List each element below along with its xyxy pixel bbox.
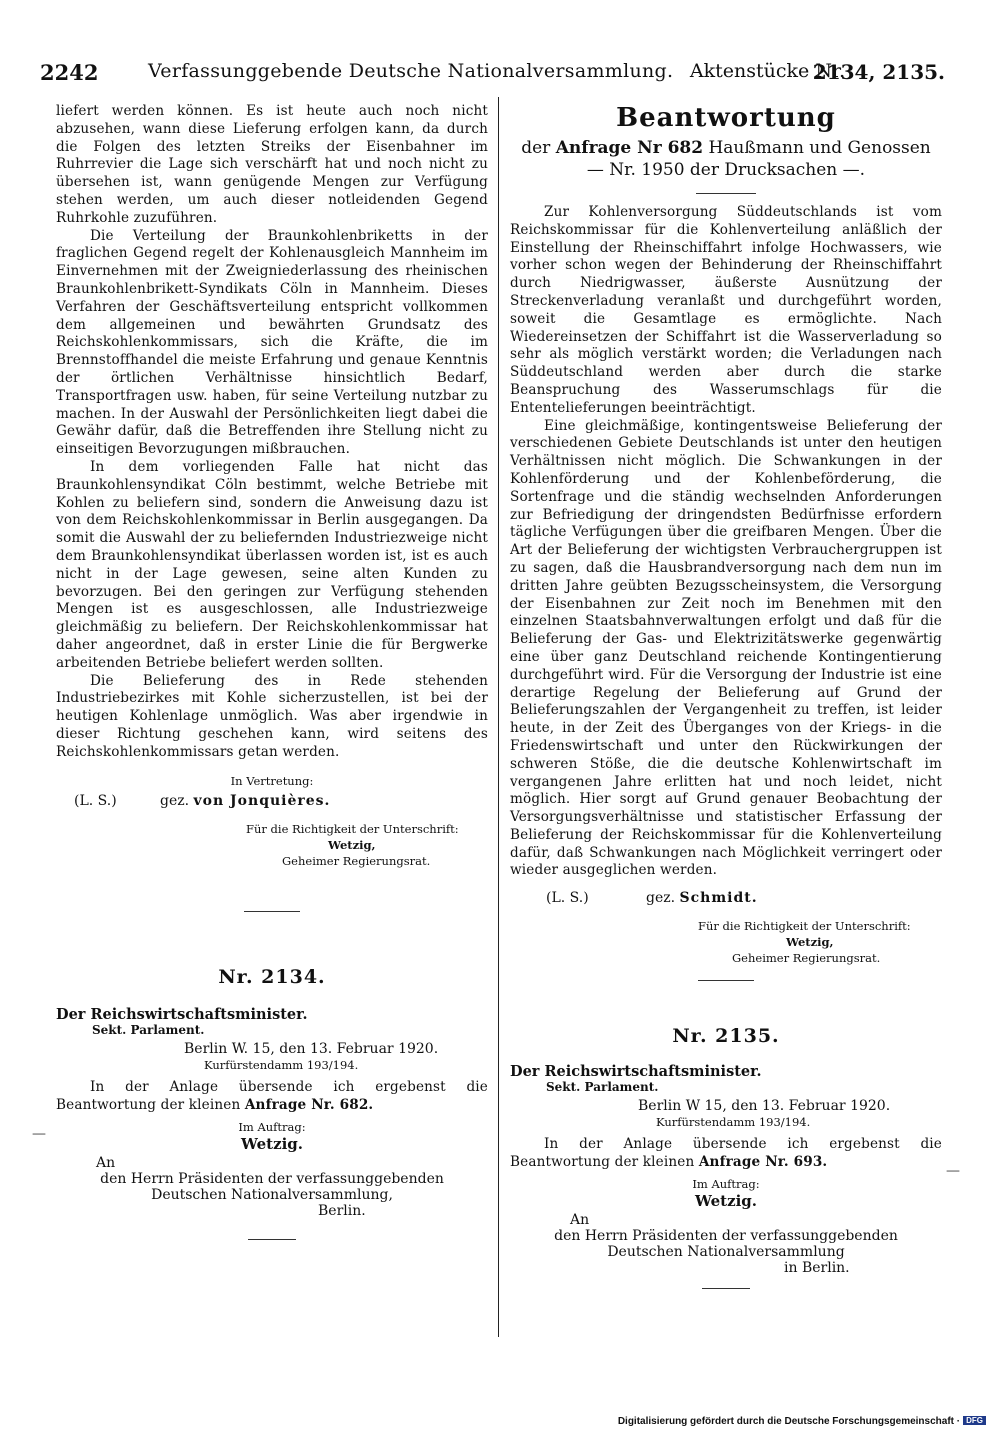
- wetzig-name: Wetzig,: [786, 935, 834, 950]
- ls-seal-label: (L. S.): [74, 793, 117, 810]
- ls-seal-label: (L. S.): [546, 890, 589, 907]
- an-label: An: [570, 1211, 590, 1228]
- subtitle-line-1: der Anfrage Nr 682 Haußmann und Genossen: [521, 138, 931, 158]
- recipient-line-1: den Herrn Präsidenten der verfassunggebenden: [100, 1171, 444, 1188]
- richtigkeit-line: Für die Richtigkeit der Unterschrift:: [246, 822, 459, 837]
- column-divider: [498, 97, 499, 1337]
- end-rule: [702, 1288, 750, 1289]
- akten-label: Aktenstücke Nr.: [689, 60, 845, 82]
- end-rule: [248, 1239, 296, 1240]
- rat-title: Geheimer Regierungsrat.: [732, 951, 881, 966]
- margin-mark: —: [32, 1126, 46, 1142]
- left-paragraph-4: Die Belieferung des in Rede stehenden Industriebezirkes mit Kohle sicherzustellen, ist bei der heutigen Kohlenlage unmöglich. Was aber irgendwie in dieser Richtung geschehen kann, wird seitens des Reichskohlenkommissars getan werden.: [56, 672, 488, 760]
- title-rule: [696, 193, 756, 194]
- beantwortung-title: Beantwortung: [616, 103, 836, 133]
- signer2-name: Wetzig.: [240, 1135, 304, 1154]
- left-paragraph-2: Die Verteilung der Braunkohlenbriketts in der fraglichen Gegend regelt der Kohlenausgleich Mannheim im Einvernehmen mit der Zweigniederlassung des rheinischen Braunkohlenbrikett-Syndikats Cöln in Mannheim. Dieses Verfahren der Geschäftsverteilung entspricht vollkommen dem allgemeinen und bewährten Grundsatz des Reichskohlenkommissars, sich die Kräfte, die im Brennstoffhandel die meiste Erfahrung und genaue Kenntnis der örtlichen Verhältnisse hinsichtlich Bedarf, Transportfragen usw. haben, für seine Verteilung nutzbar zu machen. In der Auswahl der Persönlichkeiten liegt dabei die Gewähr dafür, daß die Betreffenden ihre Stellung nicht zu einseitigen Bevorzugungen mißbrauchen.: [56, 227, 488, 458]
- page-number: 2242: [40, 60, 99, 85]
- margin-mark: —: [946, 1163, 960, 1179]
- im-auftrag: Im Auftrag:: [692, 1176, 760, 1191]
- signer-name: Schmidt.: [679, 890, 758, 907]
- subtitle-line-2: — Nr. 1950 der Drucksachen —.: [586, 160, 866, 180]
- right-paragraph-2: Eine gleichmäßige, kontingentsweise Belieferung der verschiedenen Gebiete Deutschlands ist unter den heutigen Verhältnissen nicht möglich. Die Schwankungen in der Kohlenförderung und der Kohlenbeförderung, die Sortenfrage und die ständig wechselnden Anforderungen zur Befriedigung der dringendsten Bedürfnisse erfordern tägliche Verfügungen über die greifbaren Mengen. Über die Art der Belieferung der wichtigsten Verbrauchergruppen ist zu sagen, daß die Hausbrandversorgung nach dem nun im dritten Jahre geübten Bezugsscheinsystem, die Versorgung der Eisenbahnen zur Zeit noch im Benehmen mit den einzelnen Staatsbahnverwaltungen erfolgt und daß für die Belieferung der Gas- und Elektrizitätswerke gegenwärtig eine über ganz Deutschland reichende Kontingentierung durchgeführt wird. Für die Versorgung der Industrie ist eine derartige Regelung der Belieferung auf Grund der Belieferungszahlen der Vergangenheit zu treffen, ist leider heute, in der Zeit des Überganges von der Kriegs- in die Friedenswirtschaft und unter den Rückwirkungen der schweren Stöße, die die deutsche Kohlenwirtschaft im vergangenen Jahre erlitten hat und noch leidet, nicht möglich. Hier sorgt auf Grund genauer Beobachtung der Versorgungsverhältnisse und statistischer Erfassung der Belieferung der Reichskommissar für die Kohlenverteilung dafür, daß Schwankungen nach Möglichkeit verringert oder wieder ausgeglichen werden.: [510, 417, 942, 879]
- letter-text: In der Anlage übersende ich ergebenst die Beantwortung der kleinen Anfrage Nr. 693.: [510, 1136, 942, 1171]
- left-paragraph-3: In dem vorliegenden Falle hat nicht das Braunkohlensyndikat Cöln bestimmt, welche Betriebe mit Kohlen zu beliefern sind, sondern die Anweisung dazu ist von dem Reichskohlenkommissar in Berlin ausgegangen. Da somit die Auswahl der zu beliefernden Industriezweige nicht dem Braunkohlensyndikat überlassen worden ist, ist es auch nicht in der Lage gewesen, seine alten Kunden zu bevorzugen. Bei den geringen zur Verfügung stehenden Mengen ist es ausgeschlossen, alle Industriezweige gleichmäßig zu beliefern. Der Reichskohlenkommissar hat daher angeordnet, daß in erster Linie die für Bergwerke arbeitenden Betriebe beliefert werden sollten.: [56, 458, 488, 671]
- separator-rule: [698, 980, 754, 981]
- digitization-footer: Digitalisierung gefördert durch die Deutsche Forschungsgemeinschaft · DFG: [618, 1416, 986, 1427]
- right-paragraph-1: Zur Kohlenversorgung Süddeutschlands ist vom Reichskommissar für die Kohlenverteilung anläßlich der Einstellung der Rheinschiffahrt infolge Hochwassers, wie vorher schon wegen der Behinderung der Rheinschiffahrt durch Niedrigwasser, äußerste Ausnützung der Streckenverladung veranlaßt und durchgeführt worden, soweit die Gesamtlage es ermöglichte. Nach Wiedereinsetzen der Schiffahrt ist die Wasserverladung so sehr als möglich verstärkt worden; die Verladungen nach Süddeutschland werden aber durch die starke Beanspruchung des Wasserumschlags für die Ententelieferungen beeinträchtigt.: [510, 204, 942, 416]
- city-line: in Berlin.: [784, 1259, 850, 1276]
- city-line: Berlin.: [318, 1203, 366, 1220]
- recipient-line-2: Deutschen Nationalversammlung,: [151, 1187, 393, 1204]
- right-column: [510, 103, 942, 1289]
- left-paragraph-1: liefert werden können. Es ist heute auch noch nicht abzusehen, wann diese Lieferung erfolgen kann, da durch die Folgen des letzten Streiks der Eisenbahner im Ruhrrevier die Lage sich verschärft hat und noch nicht zu übersehen ist, wann genügende Mengen zur Verfügung stehen werden, um auch dieser notleidenden Gegend Ruhrkohle zuzuführen.: [56, 103, 488, 226]
- running-title: Verfassunggebende Deutsche Nationalversammlung.: [148, 60, 674, 82]
- nr-2135-title: Nr. 2135.: [672, 1025, 780, 1048]
- anfrage-682: Anfrage Nr 682: [555, 138, 704, 158]
- left-signature-row: [56, 789, 488, 815]
- date-line: Berlin W 15, den 13. Februar 1920.: [638, 1098, 891, 1115]
- ministry-heading: Der Reichswirtschaftsminister.: [56, 1006, 308, 1024]
- anfrage-reference: Anfrage Nr. 682.: [244, 1097, 374, 1114]
- recipient-line-1: den Herrn Präsidenten der verfassunggebenden: [554, 1227, 898, 1244]
- sekt-parlament: Sekt. Parlament.: [546, 1080, 659, 1095]
- rat-title: Geheimer Regierungsrat.: [282, 854, 431, 869]
- dfg-logo: DFG: [963, 1416, 986, 1425]
- right-signature-row: [510, 886, 942, 912]
- date-line: Berlin W. 15, den 13. Februar 1920.: [184, 1041, 439, 1058]
- in-vertretung: In Vertretung:: [230, 774, 314, 789]
- akten-numbers: 2134, 2135.: [812, 60, 945, 84]
- an-label: An: [96, 1155, 116, 1172]
- left-column: [56, 103, 488, 1240]
- letter-text: In der Anlage übersende ich ergebenst die Beantwortung der kleinen Anfrage Nr. 682.: [56, 1079, 488, 1114]
- recipient-line-2: Deutschen Nationalversammlung: [607, 1243, 845, 1260]
- richtigkeit-line: Für die Richtigkeit der Unterschrift:: [698, 919, 911, 934]
- gez-label: gez. von Jonquières.: [160, 793, 331, 810]
- sekt-parlament: Sekt. Parlament.: [92, 1023, 205, 1038]
- separator-rule: [244, 911, 300, 912]
- address-line: Kurfürstendamm 193/194.: [204, 1058, 359, 1073]
- wetzig-name: Wetzig,: [328, 838, 376, 853]
- im-auftrag: Im Auftrag:: [238, 1120, 306, 1135]
- ministry-heading: Der Reichswirtschaftsminister.: [510, 1063, 762, 1081]
- address-line: Kurfürstendamm 193/194.: [656, 1115, 811, 1130]
- page-header: [40, 58, 945, 88]
- nr-2134-title: Nr. 2134.: [218, 966, 326, 989]
- anfrage-reference: Anfrage Nr. 693.: [698, 1154, 828, 1171]
- gez-label: gez. Schmidt.: [646, 890, 758, 907]
- signer2-name: Wetzig.: [694, 1191, 758, 1210]
- signer-name: von Jonquières.: [193, 793, 331, 810]
